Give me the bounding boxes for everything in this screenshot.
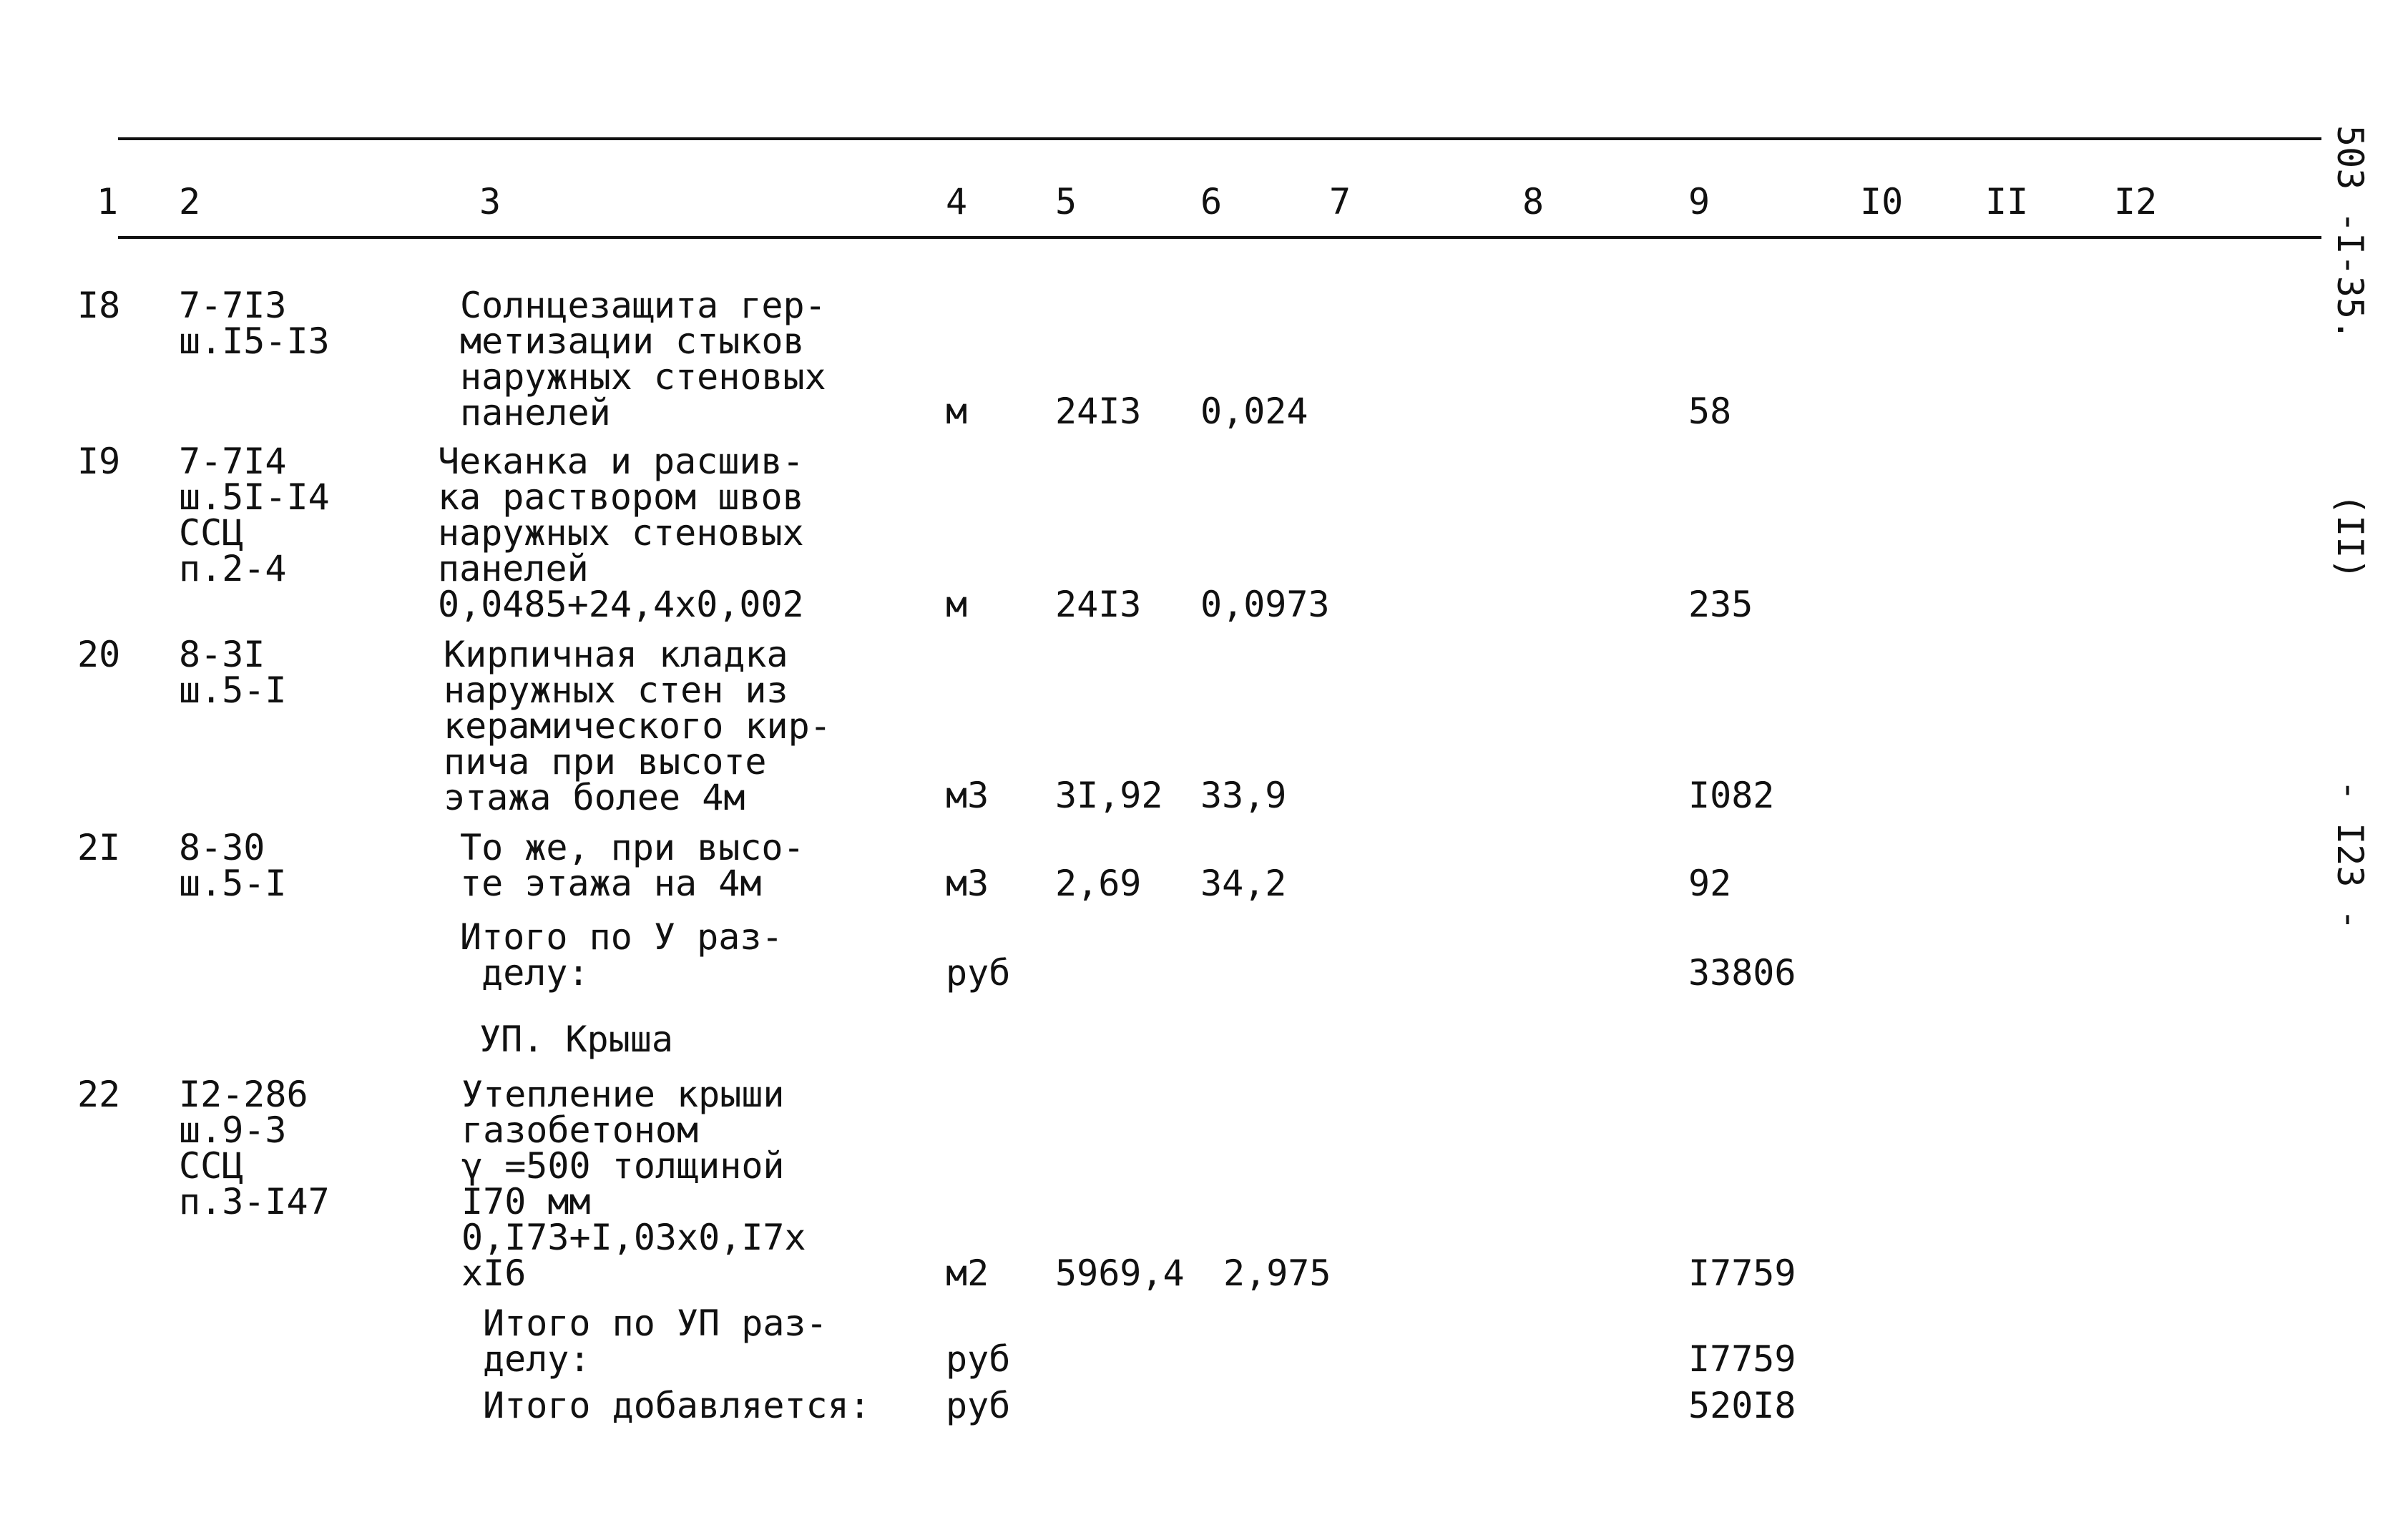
column-number: I2 bbox=[2114, 181, 2158, 222]
subtotal-unit: руб bbox=[946, 1338, 1011, 1380]
row-quantity: 24I3 bbox=[1055, 391, 1142, 432]
row-quantity: 2,69 bbox=[1055, 863, 1142, 904]
column-number: 9 bbox=[1688, 181, 1710, 222]
subtotal-unit: руб bbox=[946, 952, 1011, 994]
row-reference: 8-30 ш.5-I bbox=[179, 827, 287, 904]
row-description: Кирпичная кладка наружных стен из керамического кир- пича при высоте этажа более 4м bbox=[444, 634, 831, 818]
row-quantity: 24I3 bbox=[1055, 584, 1142, 625]
row-number: I8 bbox=[77, 285, 121, 326]
row-description: Солнцезащита гер- метизации стыков наружных стеновых панелей bbox=[460, 285, 826, 433]
row-quantity: 5969,4 bbox=[1055, 1252, 1185, 1294]
row-quantity: 3I,92 bbox=[1055, 775, 1163, 816]
row-unit: м2 bbox=[946, 1252, 989, 1294]
column-number: 1 bbox=[97, 181, 119, 222]
row-unit: м bbox=[946, 391, 968, 432]
row-unit: м3 bbox=[946, 863, 989, 904]
header-bottom-rule bbox=[118, 236, 2321, 239]
row-unit-price: 34,2 bbox=[1200, 863, 1287, 904]
row-unit-price: 0,024 bbox=[1200, 391, 1308, 432]
grand-total-value: 520I8 bbox=[1688, 1385, 1796, 1426]
row-reference: 8-3I ш.5-I bbox=[179, 634, 287, 711]
row-unit: м bbox=[946, 584, 968, 625]
row-unit-price: 0,0973 bbox=[1200, 584, 1330, 625]
row-unit: м3 bbox=[946, 775, 989, 816]
row-unit-price: 2,975 bbox=[1223, 1252, 1331, 1294]
header-top-rule bbox=[118, 137, 2321, 140]
row-number: 2I bbox=[77, 827, 121, 868]
grand-total-unit: руб bbox=[946, 1385, 1011, 1426]
row-description: Утепление крыши газобетоном γ =500 толщиной I70 мм 0,I73+I,03х0,I7х хI6 bbox=[461, 1074, 806, 1294]
column-number: II bbox=[1985, 181, 2029, 222]
column-number: 5 bbox=[1055, 181, 1077, 222]
row-unit-price: 33,9 bbox=[1200, 775, 1287, 816]
column-number: 3 bbox=[479, 181, 501, 222]
column-number: 6 bbox=[1200, 181, 1223, 222]
side-document-code: 503 -I-35. bbox=[2329, 125, 2371, 341]
row-total: 92 bbox=[1688, 863, 1732, 904]
subtotal-label: Итого по У раз- делу: bbox=[460, 916, 783, 994]
section-title: УП. Крыша bbox=[479, 1019, 673, 1060]
row-reference: 7-7I4 ш.5I-I4 ССЦ п.2-4 bbox=[179, 441, 330, 589]
column-number: I0 bbox=[1860, 181, 1904, 222]
column-number: 2 bbox=[179, 181, 201, 222]
side-page-number: - I23 - bbox=[2329, 780, 2371, 931]
row-number: 22 bbox=[77, 1074, 121, 1115]
column-number: 7 bbox=[1329, 181, 1351, 222]
row-reference: 7-7I3 ш.I5-I3 bbox=[179, 285, 330, 362]
row-description: То же, при высо- те этажа на 4м bbox=[460, 827, 805, 904]
row-number: 20 bbox=[77, 634, 121, 675]
row-total: I7759 bbox=[1688, 1252, 1796, 1294]
row-reference: I2-286 ш.9-3 ССЦ п.3-I47 bbox=[179, 1074, 330, 1222]
column-number: 4 bbox=[946, 181, 968, 222]
row-total: 58 bbox=[1688, 391, 1732, 432]
column-number: 8 bbox=[1522, 181, 1545, 222]
row-total: I082 bbox=[1688, 775, 1775, 816]
subtotal-label: Итого по УП раз- делу: bbox=[483, 1303, 828, 1380]
subtotal-total: 33806 bbox=[1688, 952, 1796, 994]
row-total: 235 bbox=[1688, 584, 1753, 625]
row-description: Чеканка и расшив- ка раствором швов наружных стеновых панелей 0,0485+24,4х0,002 bbox=[438, 441, 804, 625]
subtotal-total: I7759 bbox=[1688, 1338, 1796, 1380]
grand-total-label: Итого добавляется: bbox=[483, 1385, 871, 1426]
row-number: I9 bbox=[77, 441, 121, 482]
side-part-label: (II) bbox=[2329, 494, 2371, 580]
